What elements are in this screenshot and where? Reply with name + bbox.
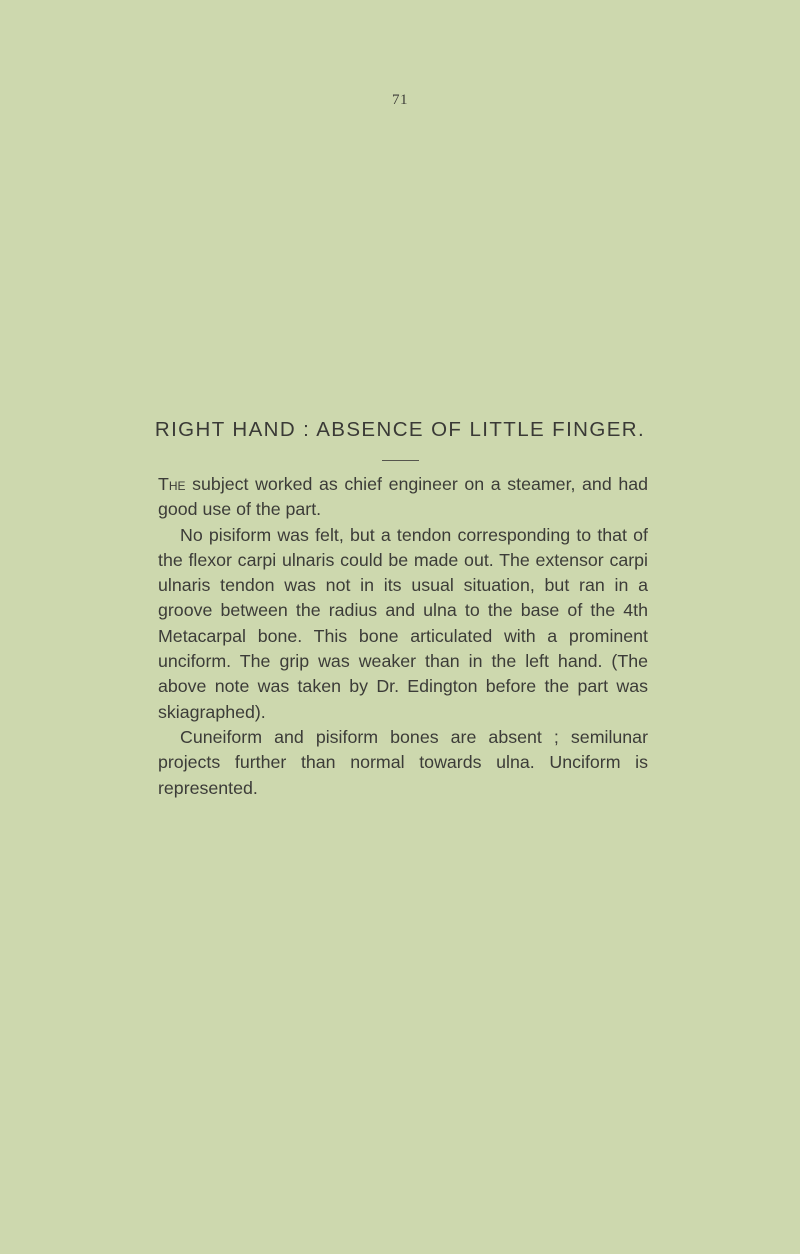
paragraph-2: No pisiform was felt, but a tendon corresponding to that of the flexor carpi ulnaris could be made out. The extensor carpi ulnaris tendon was not in its usual situation, but ran in a groove between the radius and ulna to the base of the 4th Metacarpal bone. This bone articulated with a prominent unciform. The grip was weaker than in the left hand. (The above note was taken by Dr. Edington before the part was skiagraphed).	[158, 524, 648, 722]
paragraph-1-text: subject worked as chief engineer on a steamer, and had good use of the part.	[158, 474, 648, 520]
section-heading: RIGHT HAND : ABSENCE OF LITTLE FINGER.	[154, 418, 646, 441]
paragraph-1	[158, 472, 648, 523]
heading-divider	[382, 460, 419, 461]
body-text	[158, 472, 648, 801]
paragraph-1-lead: The	[158, 474, 186, 494]
paragraph-3: Cuneiform and pisiform bones are absent ; semilunar projects further than normal towards ulna. Unciform is represented.	[158, 726, 648, 798]
page-number: 71	[392, 92, 408, 108]
